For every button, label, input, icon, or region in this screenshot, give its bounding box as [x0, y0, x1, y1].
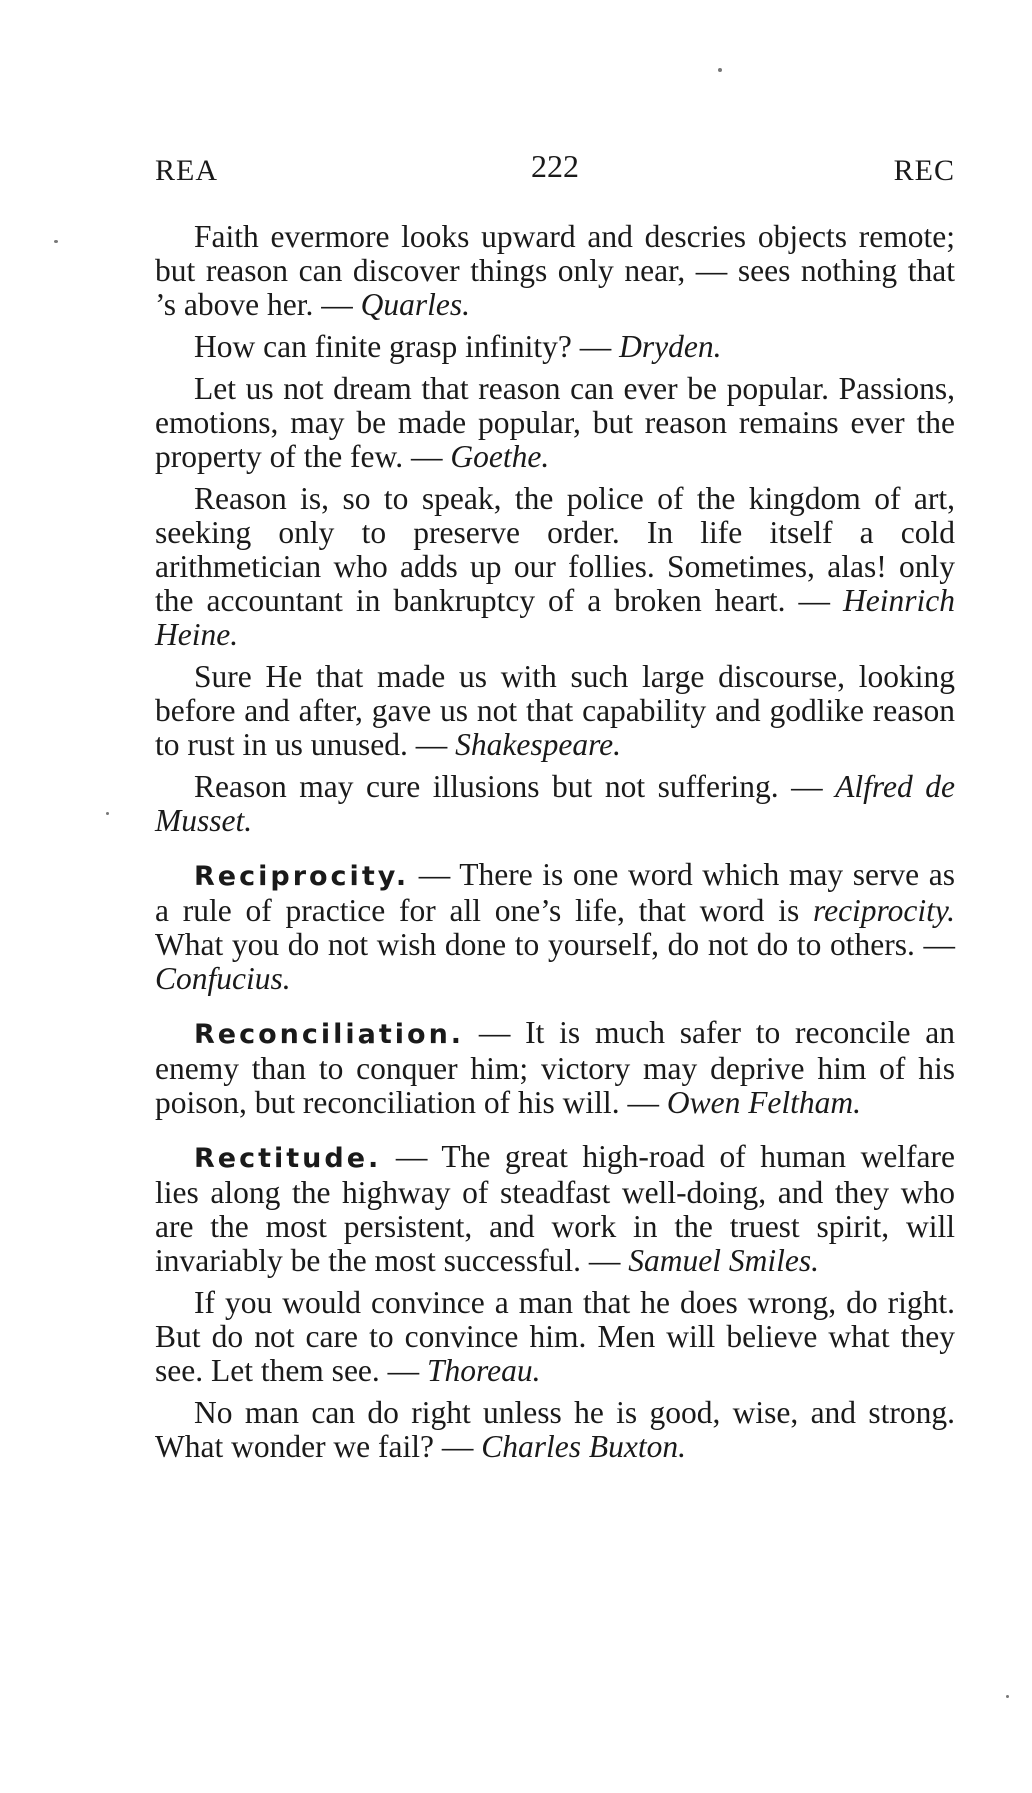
quote-author: Shakespeare. [455, 727, 622, 762]
topic-entry-reciprocity [155, 858, 955, 996]
quote-author: Confucius. [155, 961, 291, 996]
quote-author: Quarles. [360, 287, 470, 322]
quote-text: Faith evermore looks upward and descries objects remote; but reason can discover things only near, — sees nothing that ’s above her. — [155, 219, 955, 322]
quote-author: Goethe. [450, 439, 550, 474]
header-right-guide-word: REC [893, 154, 955, 187]
quote-text: What you do not wish done to yourself, do not do to others. — [155, 927, 955, 962]
topic-heading: Reciprocity. [194, 861, 410, 892]
quote-entry [155, 1286, 955, 1388]
quote-entry [155, 372, 955, 474]
print-speck [106, 812, 109, 815]
quote-entry [155, 660, 955, 762]
quote-entry [155, 220, 955, 322]
quote-text: How can finite grasp infinity? — [194, 329, 620, 364]
quote-author: Thoreau. [427, 1353, 541, 1388]
quote-text: Let us not dream that reason can ever be popular. Passions, emotions, may be made popular, but reason remains ever the property of the few. — [155, 371, 955, 474]
quote-text: — There is one word which may serve as a rule of practice for all one’s life, that word is [155, 857, 955, 928]
page-body [155, 220, 955, 1472]
topic-entry-rectitude [155, 1140, 955, 1278]
quote-text: Reason may cure illusions but not suffering. — [194, 769, 836, 804]
quote-text: If you would convince a man that he does wrong, do right. But do not care to convince him. Men will believe what they see. Let them see. — [155, 1285, 955, 1388]
quote-entry [155, 1396, 955, 1464]
quote-entry [155, 330, 955, 364]
print-speck [54, 240, 58, 243]
quote-text: Sure He that made us with such large discourse, looking before and after, gave us not that capability and godlike reason to rust in us unused. — [155, 659, 955, 762]
running-header [155, 148, 955, 196]
quote-author: Dryden. [619, 329, 722, 364]
page-number: 222 [531, 148, 579, 184]
quote-author: Owen Feltham. [666, 1085, 862, 1120]
quote-entry [155, 770, 955, 838]
quote-author: Heinrich Heine. [155, 583, 955, 652]
quote-author: Alfred de Musset. [155, 769, 955, 838]
quote-author: Charles Buxton. [481, 1429, 686, 1464]
topic-entry-reconciliation [155, 1016, 955, 1120]
quote-text: — It is much safer to reconcile an enemy than to conquer him; victory may deprive him of his poison, but reconciliation of his will. — [155, 1015, 955, 1120]
topic-heading: Reconciliation. [194, 1019, 465, 1050]
quote-text: — The great high-road of human welfare lies along the highway of steadfast well-doing, and they who are the most persistent, and work in the truest spirit, will invariably be the most successful. — [155, 1139, 955, 1278]
print-speck [1006, 1695, 1009, 1698]
header-left-guide-word: REA [155, 154, 218, 187]
print-speck [718, 68, 722, 72]
emphasized-word: reciprocity. [813, 893, 955, 928]
quote-text: No man can do right unless he is good, wise, and strong. What wonder we fail? — [155, 1395, 955, 1464]
quote-author: Samuel Smiles. [628, 1243, 820, 1278]
topic-heading: Rectitude. [194, 1143, 382, 1174]
quote-entry [155, 482, 955, 652]
quote-text: Reason is, so to speak, the police of the kingdom of art, seeking only to preserve order. In life itself a cold arithmetician who adds up our follies. Sometimes, alas! only the accountant in bankruptcy of a broken heart. — [155, 481, 955, 618]
